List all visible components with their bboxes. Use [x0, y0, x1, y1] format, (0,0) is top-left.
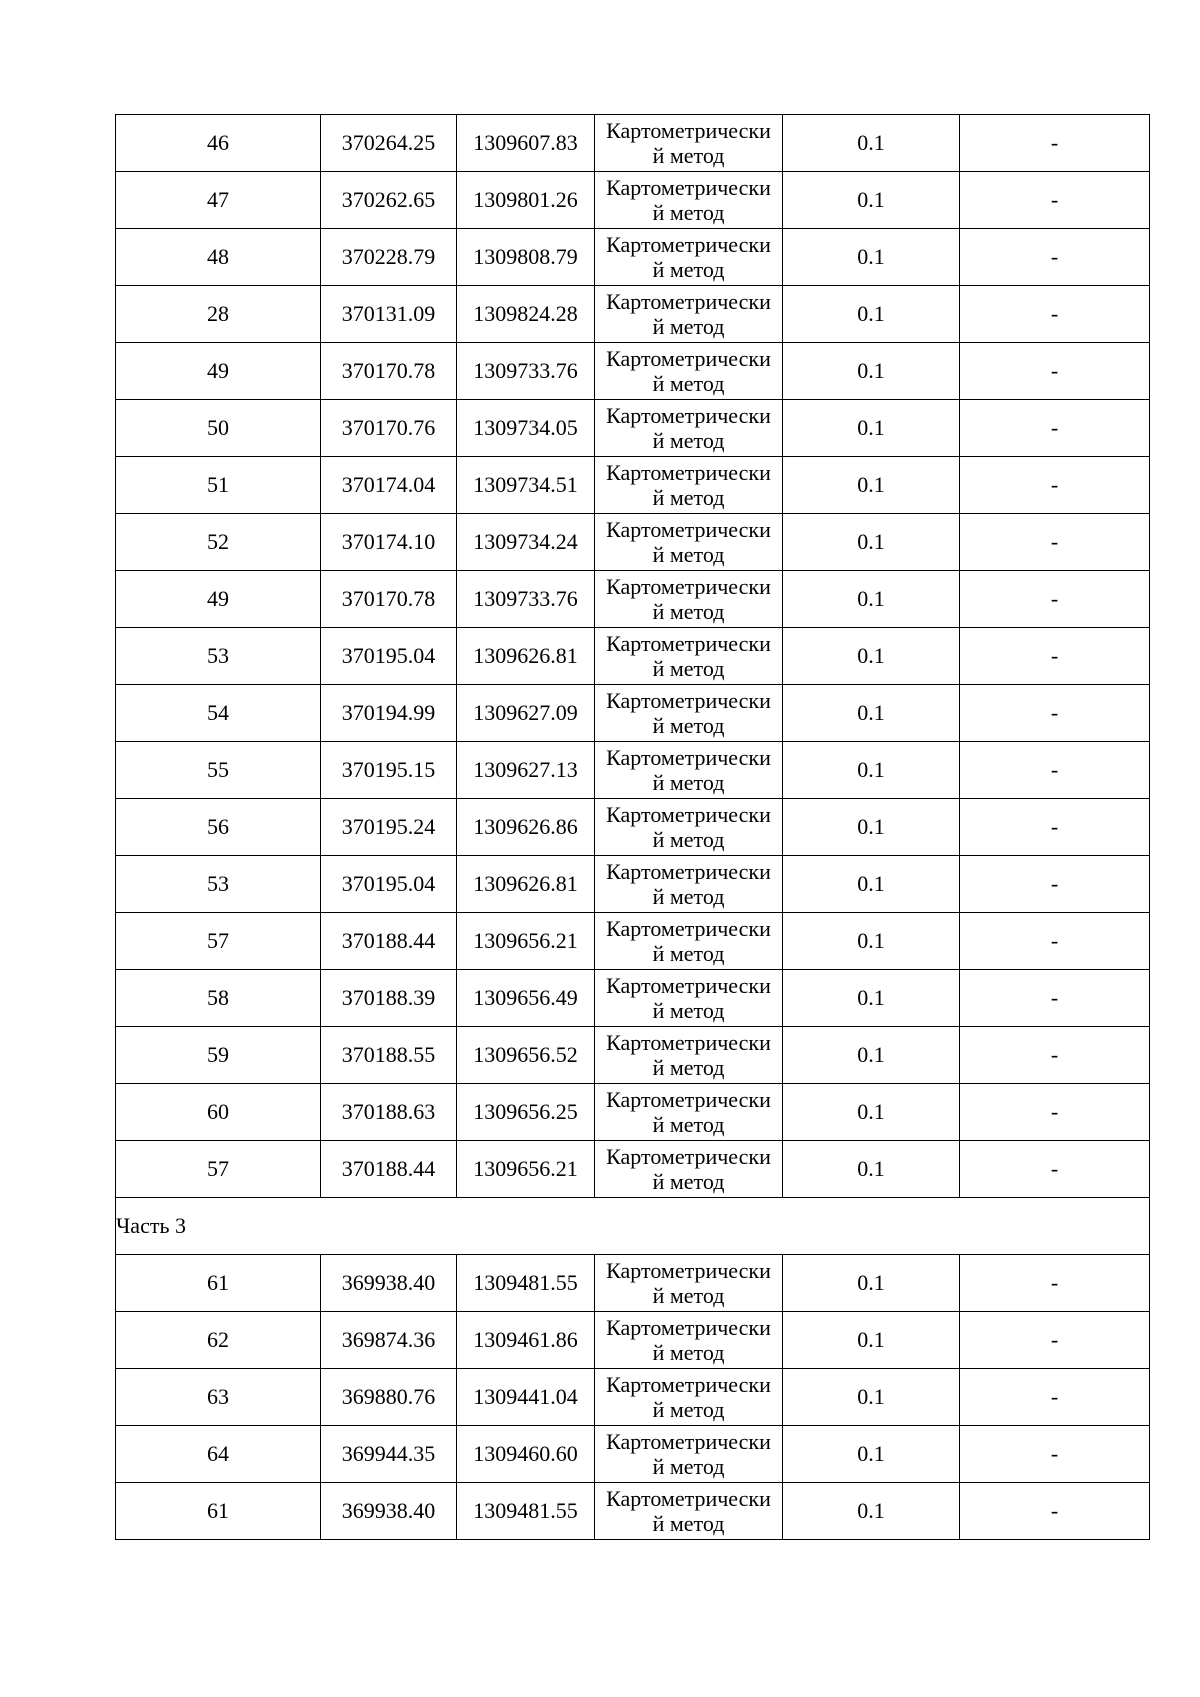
accuracy-cell: 0.1 [783, 400, 960, 457]
point-number-cell: 57 [116, 1141, 321, 1198]
method-cell [595, 1141, 783, 1198]
x-coordinate-cell: 369938.40 [321, 1255, 457, 1312]
point-number-cell: 61 [116, 1255, 321, 1312]
x-coordinate-cell: 369944.35 [321, 1426, 457, 1483]
method-cell [595, 286, 783, 343]
y-coordinate-cell: 1309627.13 [457, 742, 595, 799]
method-line-1: Картометрически [606, 231, 771, 257]
y-coordinate-cell: 1309801.26 [457, 172, 595, 229]
method-line-2: й метод [652, 1283, 725, 1308]
accuracy-cell: 0.1 [783, 286, 960, 343]
description-cell: - [960, 799, 1150, 856]
method-line-2: й метод [652, 485, 725, 510]
point-number-cell: 57 [116, 913, 321, 970]
accuracy-cell: 0.1 [783, 799, 960, 856]
point-number-cell: 64 [116, 1426, 321, 1483]
point-number-cell: 50 [116, 400, 321, 457]
accuracy-cell: 0.1 [783, 1483, 960, 1540]
method-line-1: Картометрически [606, 516, 771, 542]
point-number-cell: 28 [116, 286, 321, 343]
accuracy-cell: 0.1 [783, 172, 960, 229]
y-coordinate-cell: 1309626.81 [457, 856, 595, 913]
description-cell: - [960, 1141, 1150, 1198]
method-cell [595, 856, 783, 913]
y-coordinate-cell: 1309441.04 [457, 1369, 595, 1426]
method-line-2: й метод [652, 257, 725, 282]
table-row [116, 799, 1150, 856]
point-number-cell: 54 [116, 685, 321, 742]
method-line-2: й метод [652, 1340, 725, 1365]
description-cell: - [960, 229, 1150, 286]
accuracy-cell: 0.1 [783, 1141, 960, 1198]
description-cell: - [960, 1312, 1150, 1369]
y-coordinate-cell: 1309627.09 [457, 685, 595, 742]
accuracy-cell: 0.1 [783, 1369, 960, 1426]
method-line-1: Картометрически [606, 1143, 771, 1169]
x-coordinate-cell: 370174.04 [321, 457, 457, 514]
method-line-2: й метод [652, 1397, 725, 1422]
method-line-2: й метод [652, 542, 725, 567]
accuracy-cell: 0.1 [783, 628, 960, 685]
point-number-cell: 61 [116, 1483, 321, 1540]
table-row [116, 457, 1150, 514]
description-cell: - [960, 1483, 1150, 1540]
point-number-cell: 49 [116, 571, 321, 628]
table-row [116, 115, 1150, 172]
method-line-2: й метод [652, 599, 725, 624]
y-coordinate-cell: 1309733.76 [457, 571, 595, 628]
x-coordinate-cell: 369880.76 [321, 1369, 457, 1426]
accuracy-cell: 0.1 [783, 343, 960, 400]
y-coordinate-cell: 1309808.79 [457, 229, 595, 286]
x-coordinate-cell: 370131.09 [321, 286, 457, 343]
method-line-1: Картометрически [606, 402, 771, 428]
method-line-2: й метод [652, 428, 725, 453]
method-line-2: й метод [652, 713, 725, 738]
method-cell [595, 571, 783, 628]
x-coordinate-cell: 370170.78 [321, 571, 457, 628]
method-line-1: Картометрически [606, 288, 771, 314]
method-line-2: й метод [652, 1055, 725, 1080]
accuracy-cell: 0.1 [783, 1027, 960, 1084]
table-row [116, 1369, 1150, 1426]
table-row [116, 571, 1150, 628]
description-cell: - [960, 856, 1150, 913]
method-cell [595, 970, 783, 1027]
x-coordinate-cell: 370170.78 [321, 343, 457, 400]
method-line-2: й метод [652, 656, 725, 681]
method-cell [595, 913, 783, 970]
description-cell: - [960, 1084, 1150, 1141]
x-coordinate-cell: 370188.44 [321, 1141, 457, 1198]
method-cell [595, 685, 783, 742]
method-line-2: й метод [652, 941, 725, 966]
x-coordinate-cell: 370195.04 [321, 856, 457, 913]
x-coordinate-cell: 370188.39 [321, 970, 457, 1027]
method-line-1: Картометрически [606, 345, 771, 371]
x-coordinate-cell: 370228.79 [321, 229, 457, 286]
method-line-2: й метод [652, 1169, 725, 1194]
point-number-cell: 53 [116, 856, 321, 913]
method-line-2: й метод [652, 770, 725, 795]
table-row [116, 400, 1150, 457]
point-number-cell: 60 [116, 1084, 321, 1141]
description-cell: - [960, 1426, 1150, 1483]
method-cell [595, 229, 783, 286]
method-line-2: й метод [652, 143, 725, 168]
method-line-1: Картометрически [606, 915, 771, 941]
point-number-cell: 53 [116, 628, 321, 685]
method-line-1: Картометрически [606, 1086, 771, 1112]
description-cell: - [960, 1255, 1150, 1312]
description-cell: - [960, 400, 1150, 457]
y-coordinate-cell: 1309607.83 [457, 115, 595, 172]
method-line-1: Картометрически [606, 117, 771, 143]
y-coordinate-cell: 1309656.21 [457, 913, 595, 970]
x-coordinate-cell: 370188.44 [321, 913, 457, 970]
table-row [116, 1027, 1150, 1084]
method-cell [595, 1312, 783, 1369]
point-number-cell: 56 [116, 799, 321, 856]
description-cell: - [960, 514, 1150, 571]
point-number-cell: 63 [116, 1369, 321, 1426]
y-coordinate-cell: 1309824.28 [457, 286, 595, 343]
description-cell: - [960, 1027, 1150, 1084]
point-number-cell: 47 [116, 172, 321, 229]
method-line-1: Картометрически [606, 1257, 771, 1283]
description-cell: - [960, 685, 1150, 742]
method-line-1: Картометрически [606, 1371, 771, 1397]
description-cell: - [960, 628, 1150, 685]
accuracy-cell: 0.1 [783, 1084, 960, 1141]
coordinates-table [115, 114, 1150, 1540]
accuracy-cell: 0.1 [783, 229, 960, 286]
method-line-2: й метод [652, 314, 725, 339]
x-coordinate-cell: 370264.25 [321, 115, 457, 172]
method-cell [595, 514, 783, 571]
x-coordinate-cell: 370188.63 [321, 1084, 457, 1141]
method-cell [595, 799, 783, 856]
method-line-1: Картометрически [606, 1428, 771, 1454]
y-coordinate-cell: 1309734.24 [457, 514, 595, 571]
description-cell: - [960, 115, 1150, 172]
point-number-cell: 46 [116, 115, 321, 172]
table-row [116, 229, 1150, 286]
table-row [116, 172, 1150, 229]
accuracy-cell: 0.1 [783, 457, 960, 514]
x-coordinate-cell: 370188.55 [321, 1027, 457, 1084]
y-coordinate-cell: 1309656.52 [457, 1027, 595, 1084]
method-cell [595, 1027, 783, 1084]
section-label: Часть 3 [116, 1198, 1150, 1255]
description-cell: - [960, 742, 1150, 799]
method-line-2: й метод [652, 884, 725, 909]
accuracy-cell: 0.1 [783, 970, 960, 1027]
method-cell [595, 172, 783, 229]
x-coordinate-cell: 369874.36 [321, 1312, 457, 1369]
method-line-1: Картометрически [606, 972, 771, 998]
accuracy-cell: 0.1 [783, 571, 960, 628]
method-cell [595, 115, 783, 172]
section-row [116, 1198, 1150, 1255]
method-line-2: й метод [652, 371, 725, 396]
point-number-cell: 58 [116, 970, 321, 1027]
description-cell: - [960, 913, 1150, 970]
method-cell [595, 1426, 783, 1483]
description-cell: - [960, 970, 1150, 1027]
x-coordinate-cell: 369938.40 [321, 1483, 457, 1540]
method-line-1: Картометрически [606, 801, 771, 827]
point-number-cell: 51 [116, 457, 321, 514]
x-coordinate-cell: 370194.99 [321, 685, 457, 742]
table-row [116, 856, 1150, 913]
x-coordinate-cell: 370195.04 [321, 628, 457, 685]
accuracy-cell: 0.1 [783, 115, 960, 172]
method-line-1: Картометрически [606, 630, 771, 656]
table-row [116, 970, 1150, 1027]
method-line-2: й метод [652, 1112, 725, 1137]
method-line-1: Картометрически [606, 174, 771, 200]
description-cell: - [960, 457, 1150, 514]
table-row [116, 1255, 1150, 1312]
accuracy-cell: 0.1 [783, 1426, 960, 1483]
accuracy-cell: 0.1 [783, 1312, 960, 1369]
table-row [116, 685, 1150, 742]
accuracy-cell: 0.1 [783, 1255, 960, 1312]
accuracy-cell: 0.1 [783, 856, 960, 913]
table-row [116, 1084, 1150, 1141]
method-cell [595, 343, 783, 400]
description-cell: - [960, 571, 1150, 628]
method-cell [595, 457, 783, 514]
description-cell: - [960, 286, 1150, 343]
method-cell [595, 1369, 783, 1426]
method-line-1: Картометрически [606, 1485, 771, 1511]
description-cell: - [960, 343, 1150, 400]
y-coordinate-cell: 1309656.21 [457, 1141, 595, 1198]
y-coordinate-cell: 1309733.76 [457, 343, 595, 400]
method-line-2: й метод [652, 827, 725, 852]
method-line-2: й метод [652, 998, 725, 1023]
y-coordinate-cell: 1309656.49 [457, 970, 595, 1027]
x-coordinate-cell: 370195.15 [321, 742, 457, 799]
method-cell [595, 1255, 783, 1312]
table-row [116, 1141, 1150, 1198]
accuracy-cell: 0.1 [783, 913, 960, 970]
method-cell [595, 742, 783, 799]
method-line-1: Картометрически [606, 744, 771, 770]
method-line-1: Картометрически [606, 1314, 771, 1340]
method-line-1: Картометрически [606, 858, 771, 884]
y-coordinate-cell: 1309734.51 [457, 457, 595, 514]
method-line-1: Картометрически [606, 573, 771, 599]
method-line-1: Картометрически [606, 459, 771, 485]
y-coordinate-cell: 1309734.05 [457, 400, 595, 457]
y-coordinate-cell: 1309656.25 [457, 1084, 595, 1141]
method-cell [595, 628, 783, 685]
x-coordinate-cell: 370170.76 [321, 400, 457, 457]
method-cell [595, 1483, 783, 1540]
accuracy-cell: 0.1 [783, 514, 960, 571]
method-cell [595, 1084, 783, 1141]
table-row [116, 1483, 1150, 1540]
y-coordinate-cell: 1309461.86 [457, 1312, 595, 1369]
x-coordinate-cell: 370195.24 [321, 799, 457, 856]
table-row [116, 628, 1150, 685]
table-row [116, 343, 1150, 400]
x-coordinate-cell: 370174.10 [321, 514, 457, 571]
method-line-1: Картометрически [606, 687, 771, 713]
method-line-2: й метод [652, 1511, 725, 1536]
point-number-cell: 49 [116, 343, 321, 400]
table-row [116, 913, 1150, 970]
accuracy-cell: 0.1 [783, 685, 960, 742]
point-number-cell: 59 [116, 1027, 321, 1084]
table-row [116, 514, 1150, 571]
table-row [116, 1312, 1150, 1369]
accuracy-cell: 0.1 [783, 742, 960, 799]
table-row [116, 742, 1150, 799]
point-number-cell: 48 [116, 229, 321, 286]
description-cell: - [960, 1369, 1150, 1426]
table-row [116, 286, 1150, 343]
table-row [116, 1426, 1150, 1483]
y-coordinate-cell: 1309481.55 [457, 1255, 595, 1312]
point-number-cell: 52 [116, 514, 321, 571]
method-line-2: й метод [652, 1454, 725, 1479]
y-coordinate-cell: 1309460.60 [457, 1426, 595, 1483]
y-coordinate-cell: 1309481.55 [457, 1483, 595, 1540]
coordinates-table-body [116, 115, 1150, 1540]
method-line-1: Картометрически [606, 1029, 771, 1055]
method-line-2: й метод [652, 200, 725, 225]
point-number-cell: 55 [116, 742, 321, 799]
point-number-cell: 62 [116, 1312, 321, 1369]
y-coordinate-cell: 1309626.86 [457, 799, 595, 856]
method-cell [595, 400, 783, 457]
y-coordinate-cell: 1309626.81 [457, 628, 595, 685]
x-coordinate-cell: 370262.65 [321, 172, 457, 229]
description-cell: - [960, 172, 1150, 229]
